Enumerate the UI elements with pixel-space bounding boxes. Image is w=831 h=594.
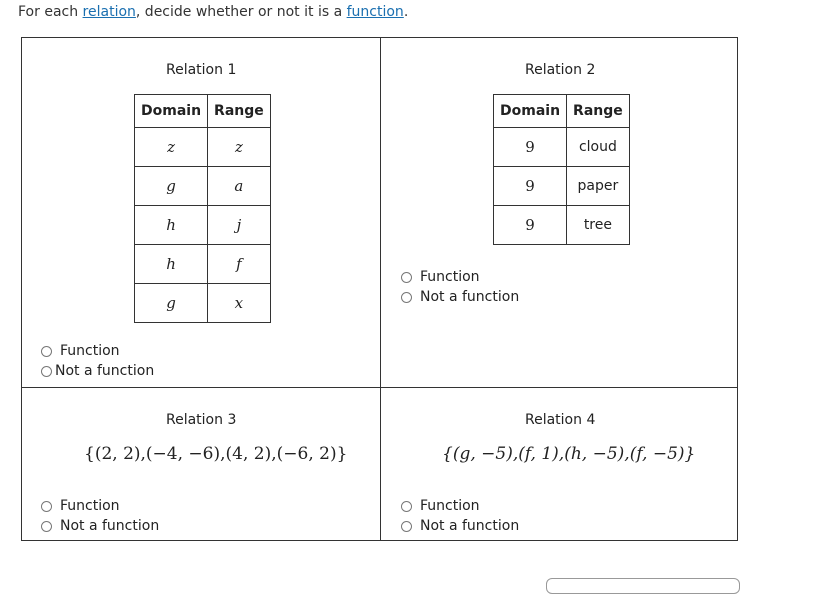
relation1-range-header: Range	[208, 95, 271, 128]
relation2-range-cell: tree	[567, 206, 630, 245]
instructions	[18, 4, 408, 20]
relation4-not-function-option[interactable]	[401, 516, 519, 536]
table-row	[135, 167, 271, 206]
relation1-range-cell: x	[208, 284, 271, 323]
relation1-domain-cell: g	[135, 284, 208, 323]
radio-icon[interactable]	[41, 521, 52, 532]
relation2-title: Relation 2	[525, 62, 596, 78]
relation1-domain-header: Domain	[135, 95, 208, 128]
relation1-header-row	[135, 95, 271, 128]
option-label: Not a function	[60, 518, 160, 534]
relation1-table	[134, 94, 271, 323]
relation1-range-cell: f	[208, 245, 271, 284]
grid-vertical-divider	[380, 38, 381, 540]
relation1-domain-cell: h	[135, 245, 208, 284]
table-row	[135, 284, 271, 323]
relation2-function-option[interactable]	[401, 267, 519, 287]
relation2-table	[493, 94, 630, 245]
relation1-options	[41, 341, 154, 381]
relation1-domain-cell: h	[135, 206, 208, 245]
relation4-options	[401, 496, 519, 536]
relation1-range-cell: j	[208, 206, 271, 245]
relation2-range-header: Range	[567, 95, 630, 128]
radio-icon[interactable]	[401, 272, 412, 283]
table-row	[494, 128, 630, 167]
relation2-range-cell: paper	[567, 167, 630, 206]
option-label: Function	[60, 343, 120, 359]
table-row	[135, 128, 271, 167]
option-label: Function	[420, 498, 480, 514]
relation1-not-function-option[interactable]	[41, 361, 154, 381]
relation2-domain-header: Domain	[494, 95, 567, 128]
relation1-range-cell: a	[208, 167, 271, 206]
relation1-function-option[interactable]	[41, 341, 154, 361]
instructions-suffix: .	[403, 4, 409, 20]
instructions-middle: , decide whether or not it is a	[135, 4, 347, 20]
relation-link[interactable]: relation	[82, 4, 136, 20]
option-label: Function	[60, 498, 120, 514]
radio-icon[interactable]	[401, 521, 412, 532]
relations-grid	[21, 37, 738, 541]
relation4-function-option[interactable]	[401, 496, 519, 516]
relation4-title: Relation 4	[525, 412, 596, 428]
relation3-title: Relation 3	[166, 412, 237, 428]
table-row	[135, 245, 271, 284]
relation2-range-cell: cloud	[567, 128, 630, 167]
relation2-not-function-option[interactable]	[401, 287, 519, 307]
radio-icon[interactable]	[401, 501, 412, 512]
instructions-prefix: For each	[18, 4, 83, 20]
option-label: Not a function	[55, 363, 155, 379]
relation3-not-function-option[interactable]	[41, 516, 159, 536]
grid-horizontal-divider	[22, 387, 737, 388]
relation3-set: {(2, 2),(−4, −6),(4, 2),(−6, 2)}	[84, 444, 348, 464]
table-row	[135, 206, 271, 245]
relation2-domain-cell: 9	[494, 167, 567, 206]
relation1-range-cell: z	[208, 128, 271, 167]
relation2-header-row	[494, 95, 630, 128]
bottom-button-edge[interactable]	[546, 578, 740, 594]
relation2-domain-cell: 9	[494, 206, 567, 245]
relation2-options	[401, 267, 519, 307]
option-label: Function	[420, 269, 480, 285]
relation1-domain-cell: z	[135, 128, 208, 167]
option-label: Not a function	[420, 518, 520, 534]
table-row	[494, 206, 630, 245]
option-label: Not a function	[420, 289, 520, 305]
relation1-title: Relation 1	[166, 62, 237, 78]
radio-icon[interactable]	[401, 292, 412, 303]
function-link[interactable]: function	[346, 4, 404, 20]
radio-icon[interactable]	[41, 366, 52, 377]
relation4-set: {(g, −5),(f, 1),(h, −5),(f, −5)}	[442, 444, 696, 464]
relation1-domain-cell: g	[135, 167, 208, 206]
table-row	[494, 167, 630, 206]
radio-icon[interactable]	[41, 346, 52, 357]
relation2-domain-cell: 9	[494, 128, 567, 167]
relation3-options	[41, 496, 159, 536]
relation3-function-option[interactable]	[41, 496, 159, 516]
radio-icon[interactable]	[41, 501, 52, 512]
